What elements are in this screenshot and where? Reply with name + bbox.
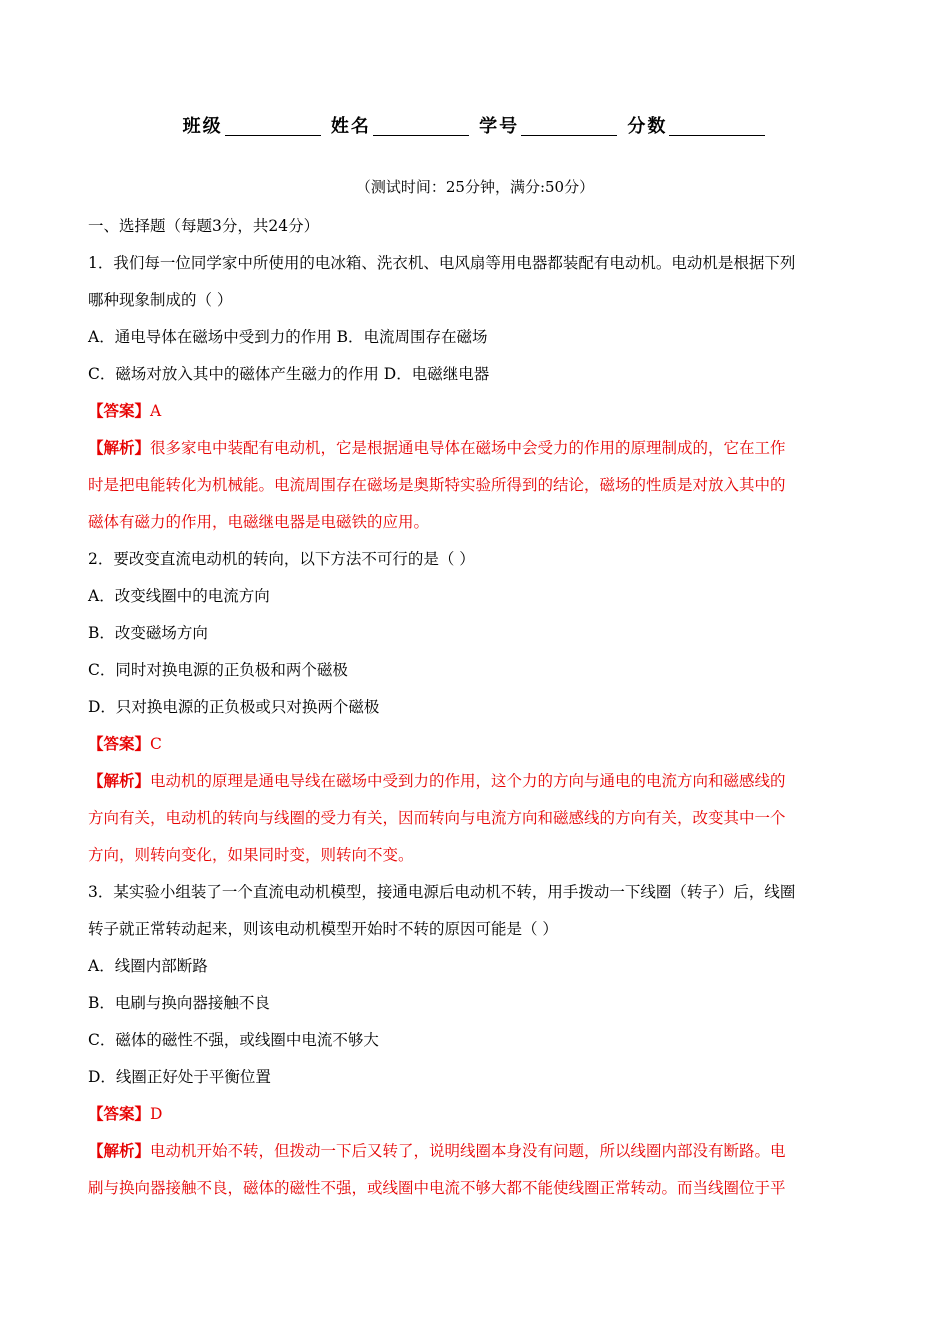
q2-option-c: C．同时对换电源的正负极和两个磁极 [88, 661, 348, 679]
student-info-header [0, 112, 950, 138]
q1-answer-value: A [150, 402, 162, 420]
test-meta: （测试时间：25分钟，满分:50分） [355, 178, 595, 196]
q2-option-d: D．只对换电源的正负极或只对换两个磁极 [88, 698, 380, 716]
id-blank[interactable] [521, 117, 617, 136]
q2-option-b: B．改变磁场方向 [88, 624, 208, 642]
q2-answer [88, 732, 868, 754]
answer-tag: 【答案】 [88, 1104, 151, 1123]
q2-option-a: A．改变线圈中的电流方向 [88, 587, 270, 605]
q1-analysis-text-1: 很多家电中装配有电动机，它是根据通电导体在磁场中会受力的作用的原理制成的，它在工作 [150, 439, 786, 457]
q3-analysis-text-1: 电动机开始不转，但拨动一下后又转了，说明线圈本身没有问题，所以线圈内部没有断路。电 [150, 1142, 786, 1160]
q1-analysis-line-1 [88, 436, 868, 458]
class-label: 班级 [182, 116, 223, 137]
q2-stem-line-1: 2．要改变直流电动机的转向，以下方法不可行的是（ ） [88, 550, 475, 568]
q1-answer [88, 399, 868, 421]
score-blank[interactable] [669, 117, 765, 136]
q3-stem-line-2: 转子就正常转动起来，则该电动机模型开始时不转的原因可能是（ ） [88, 920, 558, 938]
q2-analysis-line-3: 方向，则转向变化，如果同时变，则转向不变。 [88, 846, 414, 864]
q3-option-c: C．磁体的磁性不强，或线圈中电流不够大 [88, 1031, 379, 1049]
name-blank[interactable] [373, 117, 469, 136]
q3-answer-value: D [150, 1105, 163, 1123]
answer-tag: 【答案】 [88, 734, 151, 753]
q2-analysis-line-2: 方向有关，电动机的转向与线圈的受力有关，因而转向与电流方向和磁感线的方向有关，改变其中一个 [88, 809, 786, 827]
q3-answer [88, 1102, 868, 1124]
q3-analysis-line-1 [88, 1139, 868, 1161]
class-blank[interactable] [225, 117, 321, 136]
q3-option-a: A．线圈内部断路 [88, 957, 208, 975]
q2-analysis-text-1: 电动机的原理是通电导线在磁场中受到力的作用，这个力的方向与通电的电流方向和磁感线的 [150, 772, 786, 790]
q3-option-d: D．线圈正好处于平衡位置 [88, 1068, 271, 1086]
q1-options-line-2: C．磁场对放入其中的磁体产生磁力的作用 D．电磁继电器 [88, 365, 490, 383]
section-title: 一、选择题（每题3分，共24分） [88, 217, 320, 235]
q3-analysis-line-2: 刷与换向器接触不良，磁体的磁性不强，或线圈中电流不够大都不能使线圈正常转动。而当线圈位于平 [88, 1179, 786, 1197]
name-label: 姓名 [330, 116, 371, 137]
analysis-tag: 【解析】 [88, 771, 151, 790]
analysis-tag: 【解析】 [88, 438, 151, 457]
q1-analysis-line-2: 时是把电能转化为机械能。电流周围存在磁场是奥斯特实验所得到的结论，磁场的性质是对放入其中的 [88, 476, 786, 494]
q2-answer-value: C [150, 735, 162, 753]
q1-stem-line-1: 1．我们每一位同学家中所使用的电冰箱、洗衣机、电风扇等用电器都装配有电动机。电动机是根据下列 [88, 254, 796, 272]
analysis-tag: 【解析】 [88, 1141, 151, 1160]
answer-tag: 【答案】 [88, 401, 151, 420]
q2-analysis-line-1 [88, 769, 868, 791]
q1-options-line-1: A．通电导体在磁场中受到力的作用 B．电流周围存在磁场 [88, 328, 488, 346]
q1-stem-line-2: 哪种现象制成的（ ） [88, 291, 233, 309]
q3-option-b: B．电刷与换向器接触不良 [88, 994, 270, 1012]
id-label: 学号 [479, 116, 520, 137]
score-label: 分数 [627, 116, 668, 137]
q3-stem-line-1: 3．某实验小组装了一个直流电动机模型，接通电源后电动机不转，用手拨动一下线圈（转子）后，线圈 [88, 883, 796, 901]
q1-analysis-line-3: 磁体有磁力的作用，电磁继电器是电磁铁的应用。 [88, 513, 430, 531]
